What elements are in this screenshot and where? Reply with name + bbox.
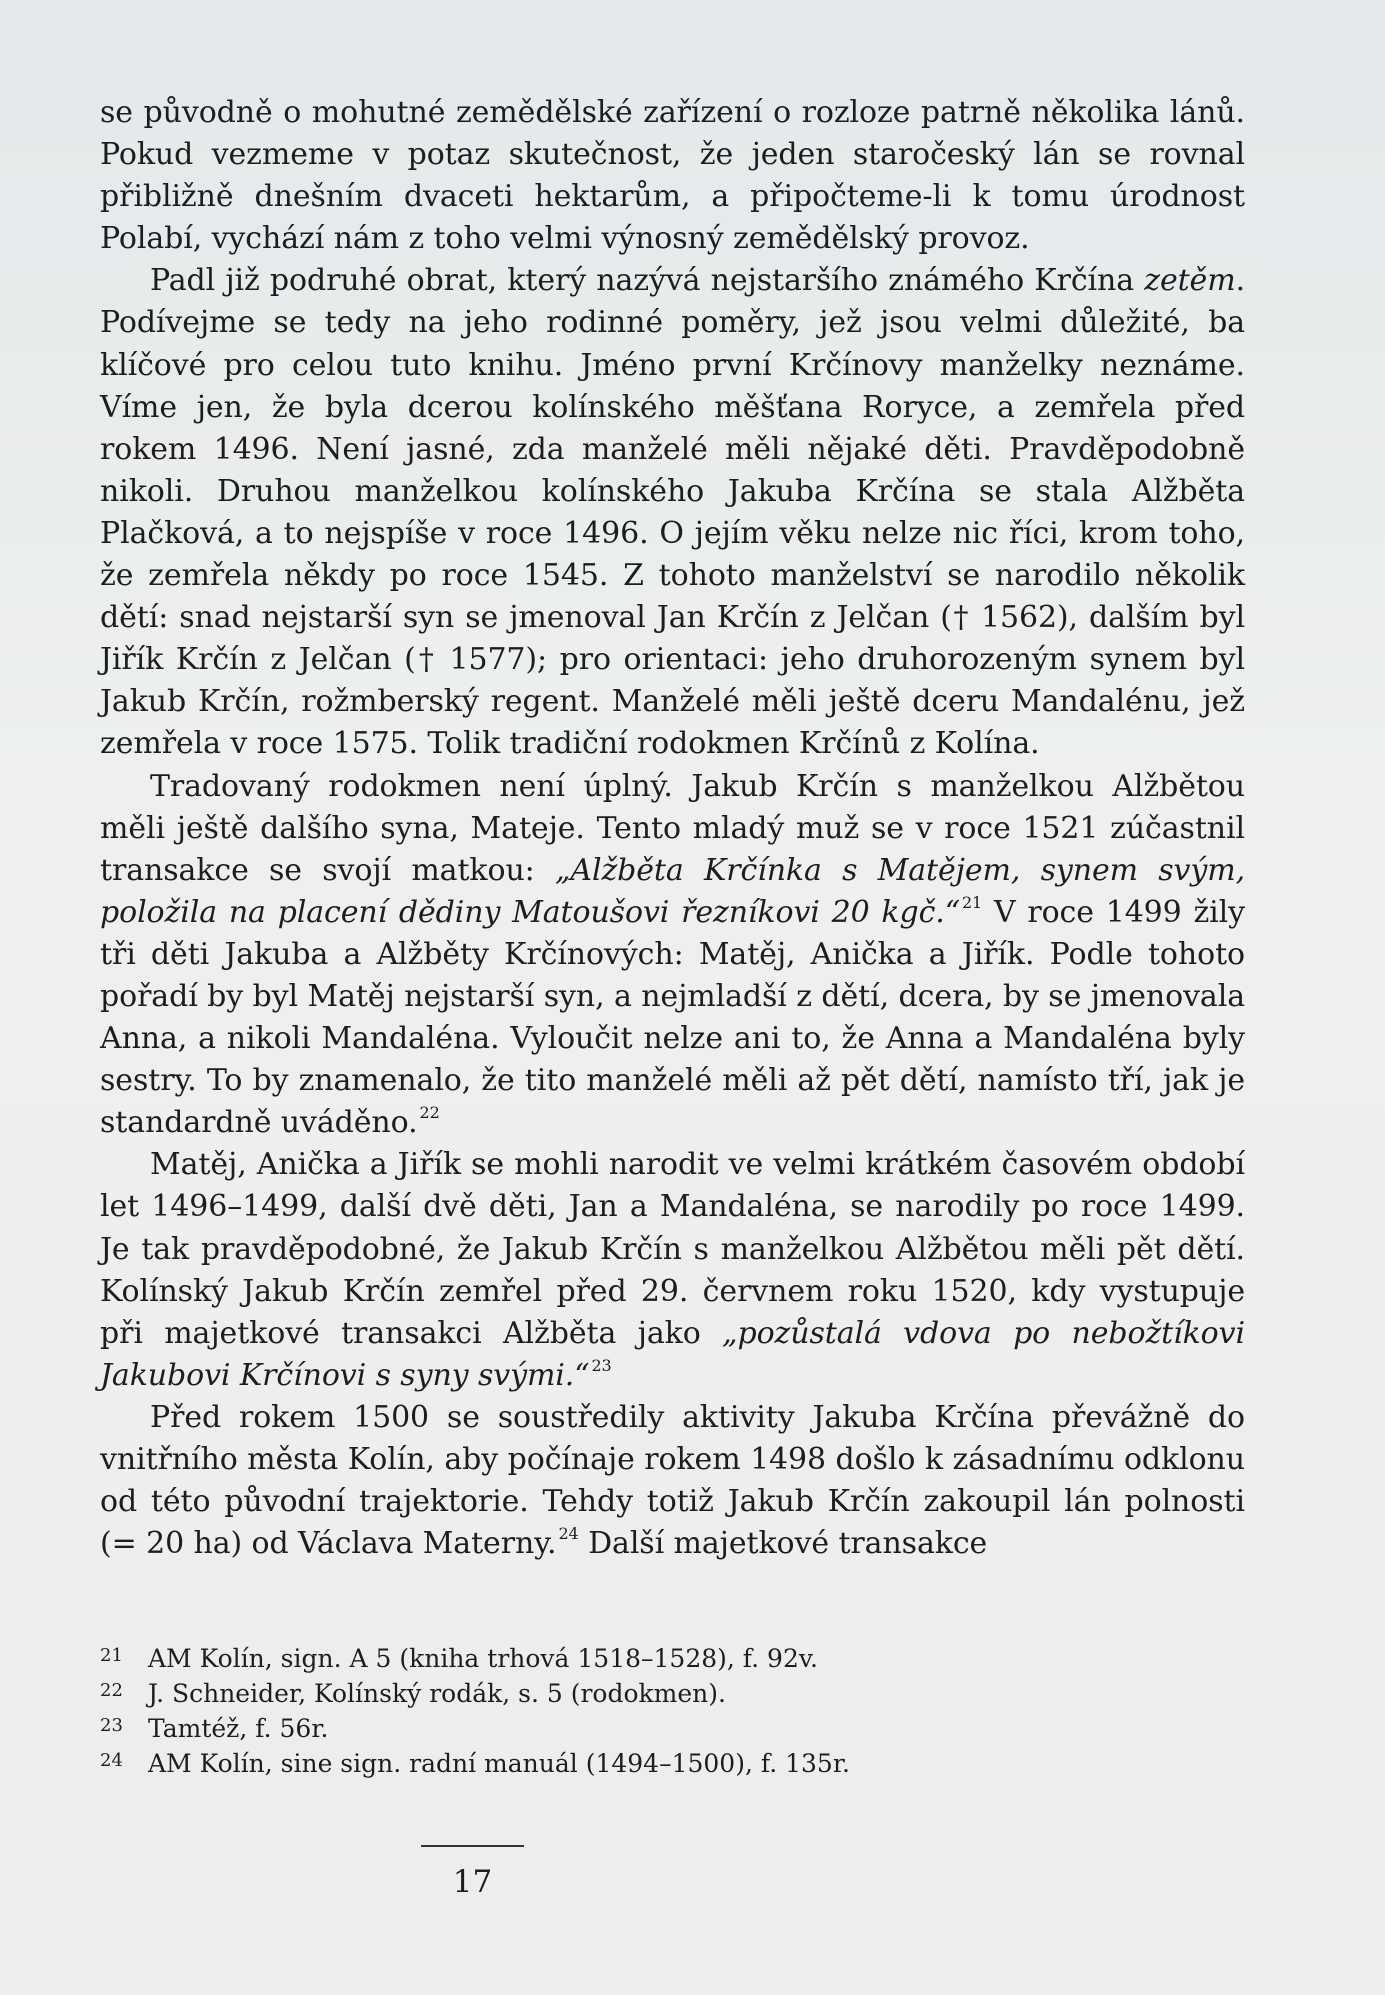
italic-text: zetěm	[1144, 263, 1236, 299]
text-run: Před rokem 1500 se soustředily aktivity Jakuba Krčína převážně do vnitřního města Kolín, aby počínaje rokem 1498 došlo k zásadnímu odklonu od této původní trajektorie. Tehdy totiž Jakub Krčín zakoupil lán polnosti (= 20 ha) od Václava Materny.	[100, 1399, 1245, 1562]
footnote-number: 22	[100, 1680, 123, 1701]
footnote	[100, 1746, 1245, 1781]
italic-text: „pozůstalá vdova po nebožtíkovi Jakubovi Krčínovi s syny svými.“	[100, 1315, 1245, 1393]
paragraph	[100, 260, 1245, 765]
page-number-rule	[421, 1845, 524, 1847]
text-run: Matěj, Anička a Jiřík se mohli narodit ve velmi krátkém časovém období let 1496–1499, další dvě děti, Jan a Mandaléna, se narodily po roce 1499. Je tak pravděpodobné, že Jakub Krčín s manželkou Alžbětou měli pět dětí. Kolínský Jakub Krčín zemřel před 29. červnem roku 1520, kdy vystupuje při majetkové transakci Alžběta jako	[100, 1147, 1245, 1351]
footnote-text: AM Kolín, sign. A 5 (kniha trhová 1518–1528), f. 92v.	[148, 1644, 818, 1673]
footnote-number: 21	[100, 1645, 123, 1666]
text-run: V roce 1499 žily tři děti Jakuba a Alžběty Krčínových: Matěj, Anička a Jiřík. Podle tohoto pořadí by byl Matěj nejstarší syn, a nejmladší z dětí, dcera, by se jmenovala Anna, a nikoli Mandaléna. Vyloučit nelze ani to, že Anna a Mandaléna byly sestry. To by znamenalo, že tito manželé měli až pět dětí, namísto tří, jak je standardně uváděno.	[100, 894, 1246, 1141]
footnote-number: 23	[100, 1715, 123, 1736]
text-run: se původně o mohutné zemědělské zařízení o rozloze patrně několika lánů. Pokud vezmeme v potaz skutečnost, že jeden staročeský lán se rovnal přibližně dnešním dvaceti hektarům, a připočteme-li k tomu úrodnost Polabí, vychází nám z toho velmi výnosný zemědělský provoz.	[100, 95, 1245, 257]
text-run: Další majetkové transakce	[578, 1526, 988, 1562]
paragraph	[100, 766, 1245, 1145]
footnote	[100, 1641, 1245, 1676]
text-run: Tradovaný rodokmen není úplný. Jakub Krčín s manželkou Alžbětou měli ještě dalšího syna, Mateje. Tento mladý muž se v roce 1521 zúčastnil transakce se svojí matkou:	[100, 768, 1245, 888]
paragraph	[100, 92, 1245, 260]
footnote-text: Tamtéž, f. 56r.	[148, 1714, 329, 1743]
footnote-ref: 23	[591, 1355, 612, 1375]
footnote-ref: 24	[558, 1524, 579, 1544]
footnote	[100, 1676, 1245, 1711]
paragraph	[100, 1397, 1245, 1565]
footnote-number: 24	[100, 1750, 123, 1771]
paragraph	[100, 1144, 1245, 1397]
footnote	[100, 1711, 1245, 1746]
text-run: . Podívejme se tedy na jeho rodinné poměry, jež jsou velmi důležité, ba klíčové pro celou tuto knihu. Jméno první Krčínovy manželky neznáme. Víme jen, že byla dcerou kolínského měšťana Roryce, a zemřela před rokem 1496. Není jasné, zda manželé měli nějaké děti. Pravděpodobně nikoli. Druhou manželkou kolínského Jakuba Krčína se stala Alžběta Plačková, a to nejspíše v roce 1496. O jejím věku nelze nic říci, krom toho, že zemřela někdy po roce 1545. Z tohoto manželství se narodilo několik dětí: snad nejstarší syn se jmenoval Jan Krčín z Jelčan († 1562), dalším byl Jiřík Krčín z Jelčan († 1577); pro orientaci: jeho druhorozeným synem byl Jakub Krčín, rožmberský regent. Manželé měli ještě dceru Mandalénu, jež zemřela v roce 1575. Tolik tradiční rodokmen Krčínů z Kolína.	[100, 263, 1245, 762]
page-number: 17	[452, 1864, 493, 1900]
body-text	[100, 92, 1245, 1565]
footnote-ref: 22	[419, 1103, 440, 1123]
footnotes	[100, 1641, 1245, 1781]
text-run: Padl již podruhé obrat, který nazývá nejstaršího známého Krčína	[150, 263, 1145, 299]
footnote-text: J. Schneider, Kolínský rodák, s. 5 (rodokmen).	[148, 1679, 726, 1708]
footnote-ref: 21	[961, 892, 983, 912]
footnote-text: AM Kolín, sine sign. radní manuál (1494–1500), f. 135r.	[148, 1749, 850, 1778]
italic-text: „Alžběta Krčínka s Matějem, synem svým, položila na placení dědiny Matoušovi řezníkovi 20 kgč.“	[100, 852, 1246, 930]
